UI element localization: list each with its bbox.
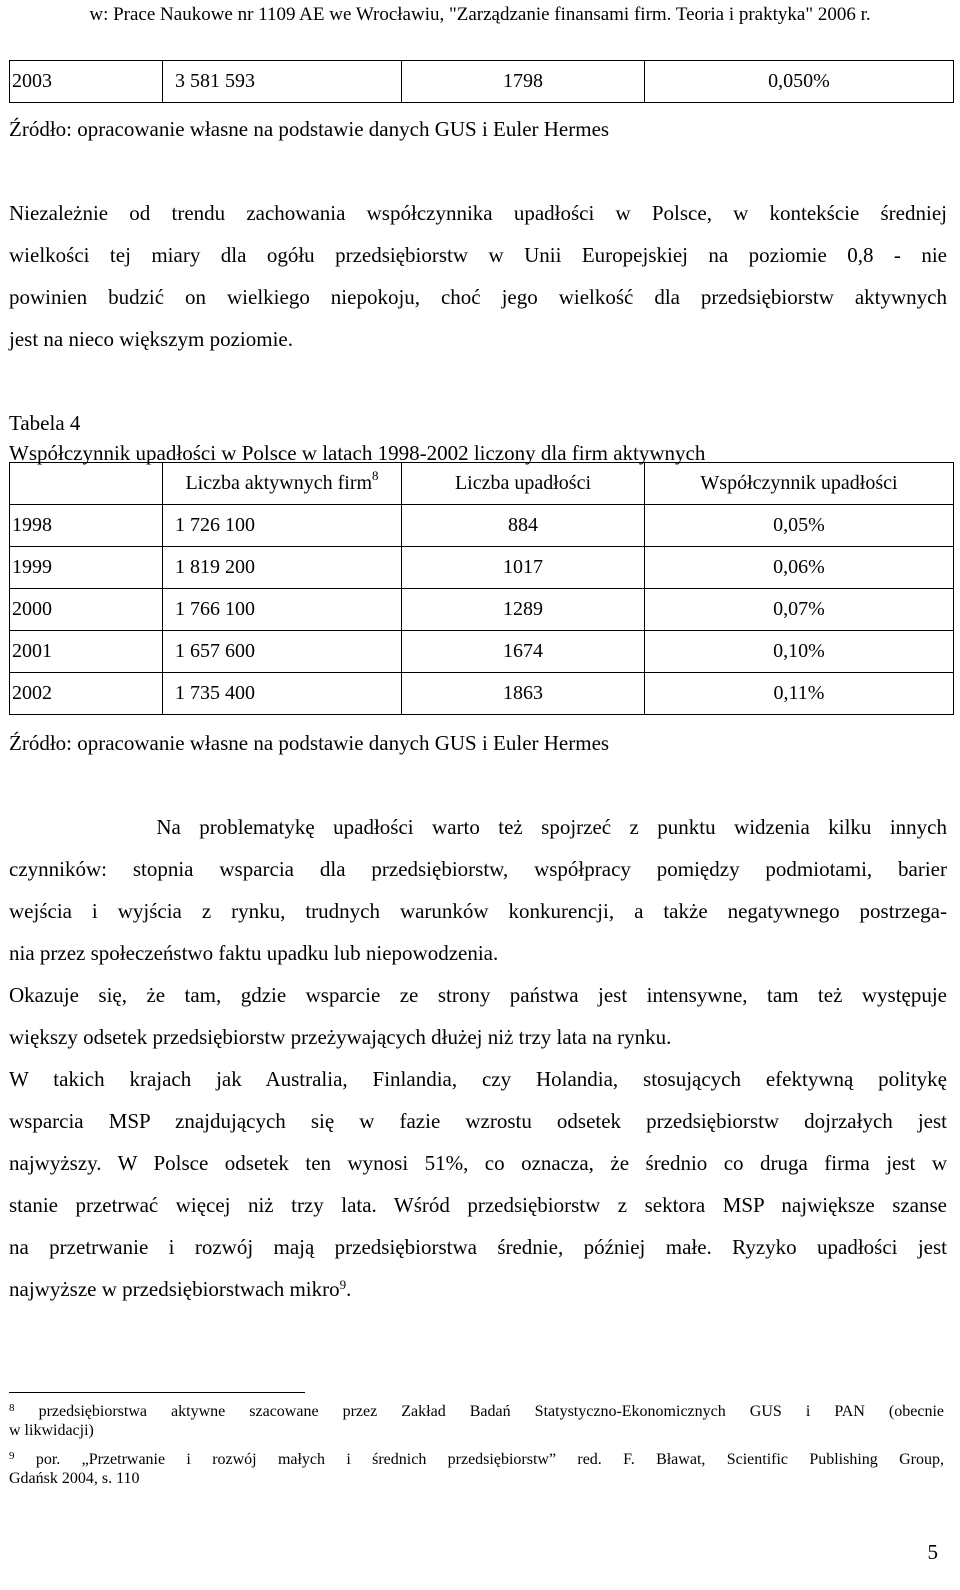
table-cell: 0,05% <box>645 505 954 547</box>
text-line: Na problematykę upadłości warto też spojrzeć z punktu widzenia kilku innych <box>9 815 947 839</box>
table4-source: Źródło: opracowanie własne na podstawie danych GUS i Euler Hermes <box>9 731 610 755</box>
table4 <box>9 462 954 715</box>
table-header-cell <box>10 463 163 505</box>
paragraph-4 <box>9 1058 947 1310</box>
footnote-line: w likwidacji) <box>9 1422 94 1439</box>
text-line: nia przez społeczeństwo faktu upadku lub niepowodzenia. <box>9 941 499 965</box>
text-line: najwyższy. W Polsce odsetek ten wynosi 51%, co oznacza, że średnio co druga firma jest w <box>9 1151 947 1175</box>
text-line: powinien budzić on wielkiego niepokoju, choć jego wielkość dla przedsiębiorstw aktywnych <box>9 285 947 309</box>
text-line: wejścia i wyjścia z rynku, trudnych warunków konkurencji, a także negatywnego postrzega- <box>9 899 947 923</box>
table-cell: 0,07% <box>645 589 954 631</box>
text-line: na przetrwanie i rozwój mają przedsiębiorstwa średnie, później małe. Ryzyko upadłości jest <box>9 1235 947 1259</box>
table-cell: 2000 <box>10 589 163 631</box>
table-row <box>10 547 954 589</box>
paragraph-3 <box>9 974 947 1058</box>
table-row <box>10 589 954 631</box>
running-header: w: Prace Naukowe nr 1109 AE we Wrocławiu, "Zarządzanie finansami firm. Teoria i praktyka" 2006 r. <box>89 4 871 25</box>
table-row <box>10 673 954 715</box>
text-line: czynników: stopnia wsparcia dla przedsiębiorstw, współpracy pomiędzy podmiotami, barier <box>9 857 947 881</box>
table-cell: 1289 <box>402 589 645 631</box>
header-label: Liczba aktywnych firm <box>185 472 373 494</box>
footnote-9 <box>9 1450 944 1488</box>
table-header-cell: Liczba upadłości <box>402 463 645 505</box>
footnote-number: 9 <box>9 1450 15 1462</box>
text-line: większy odsetek przedsiębiorstw przeżywających dłużej niż trzy lata na rynku. <box>9 1025 672 1049</box>
table4-label: Tabela 4 <box>9 411 81 435</box>
footnote-number: 8 <box>9 1402 15 1414</box>
text-line: stanie przetrwać więcej niż trzy lata. Wśród przedsiębiorstw z sektora MSP największe szanse <box>9 1193 947 1217</box>
table-cell: 1 735 400 <box>163 673 402 715</box>
footnote-line: Gdańsk 2004, s. 110 <box>9 1470 140 1487</box>
table-cell: 1674 <box>402 631 645 673</box>
text-line: Okazuje się, że tam, gdzie wsparcie ze strony państwa jest intensywne, tam też występuje <box>9 983 947 1007</box>
footnote-ref: 8 <box>372 468 379 483</box>
text-line: jest na nieco większym poziomie. <box>9 327 294 351</box>
footnote-line <box>9 1450 944 1469</box>
table-header-cell: Współczynnik upadłości <box>645 463 954 505</box>
table-header-row <box>10 463 954 505</box>
table4-title: Współczynnik upadłości w Polsce w latach 1998-2002 liczony dla firm aktywnych <box>9 441 706 465</box>
footnote-text: por. „Przetrwanie i rozwój małych i średnich przedsiębiorstw” red. F. Bławat, Scientific Publishing Group, <box>35 1451 945 1468</box>
footnote-ref: 9 <box>339 1277 347 1292</box>
table-cell: 2001 <box>10 631 163 673</box>
table-header-cell <box>163 463 402 505</box>
table-cell: 1798 <box>402 61 645 103</box>
table-cell: 0,11% <box>645 673 954 715</box>
table-row <box>10 61 954 103</box>
page-number: 5 <box>927 1540 938 1564</box>
table-row <box>10 505 954 547</box>
table-cell: 1999 <box>10 547 163 589</box>
table-cell: 2002 <box>10 673 163 715</box>
table-cell: 1017 <box>402 547 645 589</box>
text-line: wsparcia MSP znajdujących się w fazie wzrostu odsetek przedsiębiorstw dojrzałych jest <box>9 1109 947 1133</box>
table-cell: 0,06% <box>645 547 954 589</box>
table-cell: 0,050% <box>645 61 954 103</box>
table-cell: 884 <box>402 505 645 547</box>
text-line: najwyższe w przedsiębiorstwach mikro <box>9 1277 340 1301</box>
text-line: Niezależnie od trendu zachowania współczynnika upadłości w Polsce, w kontekście średniej <box>9 201 947 225</box>
table-cell: 1 726 100 <box>163 505 402 547</box>
text-line-with-footnote <box>9 1268 947 1310</box>
footnote-8 <box>9 1402 944 1440</box>
footnote-text: przedsiębiorstwa aktywne szacowane przez Zakład Badań Statystyczno-Ekonomicznych GUS i PAN (obecnie <box>38 1403 945 1420</box>
table-cell: 1 819 200 <box>163 547 402 589</box>
text-line: wielkości tej miary dla ogółu przedsiębiorstw w Unii Europejskiej na poziomie 0,8 - nie <box>9 243 947 267</box>
paragraph-1 <box>9 192 947 360</box>
table-cell: 0,10% <box>645 631 954 673</box>
table3-source: Źródło: opracowanie własne na podstawie danych GUS i Euler Hermes <box>9 117 610 141</box>
table-cell: 2003 <box>10 61 163 103</box>
table-cell: 1 766 100 <box>163 589 402 631</box>
table-cell: 1998 <box>10 505 163 547</box>
table-cell: 1863 <box>402 673 645 715</box>
table3-tail <box>9 60 954 103</box>
footnote-separator <box>9 1392 305 1393</box>
sentence-end: . <box>346 1277 352 1301</box>
table-row <box>10 631 954 673</box>
footnote-line <box>9 1402 944 1421</box>
paragraph-2 <box>9 806 947 974</box>
table-cell: 1 657 600 <box>163 631 402 673</box>
text-line: W takich krajach jak Australia, Finlandia, czy Holandia, stosujących efektywną politykę <box>9 1067 947 1091</box>
table-cell: 3 581 593 <box>163 61 402 103</box>
